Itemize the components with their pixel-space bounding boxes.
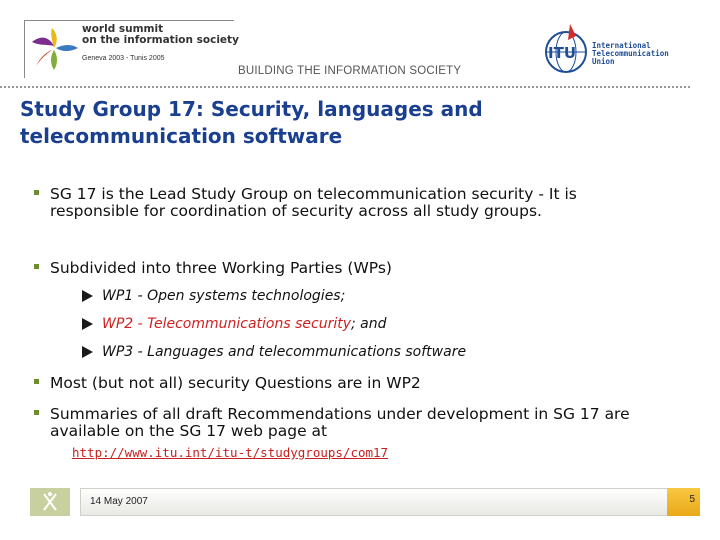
- itu-logo-letters: ITU: [548, 44, 576, 62]
- bullet-marker: [34, 190, 39, 195]
- bullet-marker: [34, 379, 39, 384]
- bullet-item: Subdivided into three Working Parties (WPs): [50, 259, 392, 277]
- header-divider: [0, 86, 690, 88]
- footer-logo-icon: [30, 488, 70, 516]
- bullet-item: SG 17 is the Lead Study Group on telecommunication security - It is responsible for coordination of security across all study groups.: [50, 185, 577, 220]
- tagline: BUILDING THE INFORMATION SOCIETY: [238, 65, 462, 77]
- bullet-item: Most (but not all) security Questions are in WP2: [50, 374, 421, 392]
- wsis-logo-subtitle: Geneva 2003 - Tunis 2005: [82, 55, 165, 62]
- arrow-bullet-icon: [82, 346, 93, 358]
- arrow-bullet-icon: [82, 290, 93, 302]
- bullet-marker: [34, 264, 39, 269]
- arrow-bullet-icon: [82, 318, 93, 330]
- footer-date: 14 May 2007: [90, 496, 148, 507]
- footer-bar: [80, 488, 700, 516]
- bullet-marker: [34, 410, 39, 415]
- itu-logo-text: International Telecommunication Union: [592, 41, 669, 66]
- wsis-logo-icon: [28, 24, 80, 72]
- sub-bullet-wp3: WP3 - Languages and telecommunications software: [102, 344, 467, 360]
- sg17-web-link[interactable]: http://www.itu.int/itu-t/studygroups/com17: [72, 445, 389, 460]
- wp2-rest: ; and: [351, 316, 387, 332]
- bullet-item: Summaries of all draft Recommendations under development in SG 17 are available on the SG 17 web page at: [50, 405, 630, 440]
- sub-bullet-wp2: [102, 316, 387, 332]
- sub-bullet-wp1: WP1 - Open systems technologies;: [102, 288, 346, 304]
- page-number: 5: [689, 494, 695, 505]
- itu-logo-icon: [540, 22, 592, 78]
- wsis-logo-text: world summit on the information society: [82, 23, 239, 46]
- wp2-highlight: WP2 - Telecommunications security: [102, 316, 351, 332]
- slide-title: Study Group 17: Security, languages and telecommunication software: [20, 97, 483, 148]
